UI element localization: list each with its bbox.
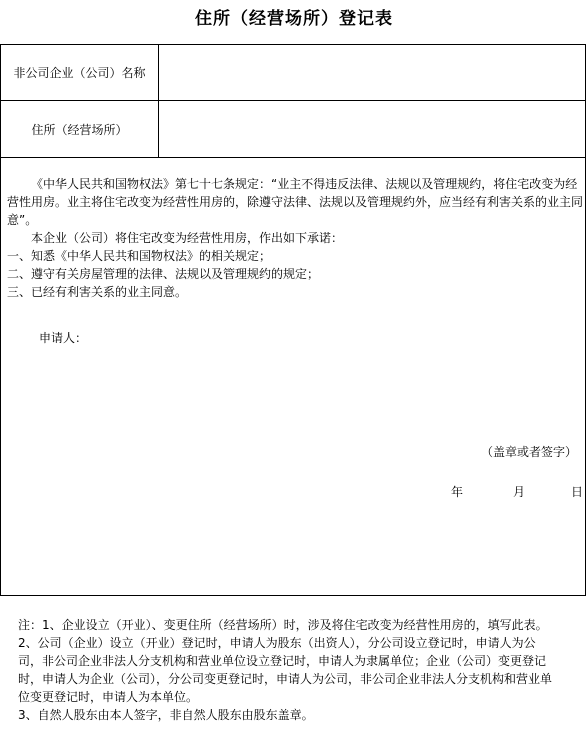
commitment-item-1: 一、知悉《中华人民共和国物权法》的相关规定； <box>7 249 272 263</box>
law-quote-paragraph: 《中华人民共和国物权法》第七十七条规定：“业主不得违反法律、法规以及管理规约，将住宅改变为经营性用房。业主将住宅改变为经营性用房的，除遵守法律、法规以及管理规约外，应当经有利害关系的业主同意”。 <box>7 177 584 227</box>
company-name-row <box>1 45 586 101</box>
date-month-label: 月 <box>513 485 526 499</box>
note-3: 3、自然人股东由本人签字，非自然人股东由股东盖章。 <box>18 708 314 722</box>
address-label: 住所（经营场所） <box>1 101 159 158</box>
date-year-label: 年 <box>451 485 464 499</box>
page-title: 住所（经营场所）登记表 <box>195 9 393 29</box>
address-row <box>1 101 586 158</box>
declaration-cell <box>1 158 586 596</box>
commitment-intro: 本企业（公司）将住宅改变为经营性用房，作出如下承诺： <box>31 231 344 245</box>
declaration-row <box>1 158 586 596</box>
registration-form <box>0 44 586 596</box>
note-1: 注：1、企业设立（开业）、变更住所（经营场所）时，涉及将住宅改变为经营性用房的，填写此表。 <box>18 618 548 632</box>
company-name-field[interactable] <box>159 45 586 101</box>
stamp-note: （盖章或者签字） <box>480 445 577 459</box>
date-day-label: 日 <box>571 485 584 499</box>
applicant-label: 申请人： <box>39 331 88 345</box>
commitment-item-2: 二、遵守有关房屋管理的法律、法规以及管理规约的规定； <box>7 267 320 281</box>
company-name-label: 非公司企业（公司）名称 <box>1 45 159 101</box>
address-field[interactable] <box>159 101 586 158</box>
declaration-text <box>7 175 583 301</box>
note-2: 2、公司（企业）设立（开业）登记时，申请人为股东（出资人），分公司设立登记时，申请人为公司，非公司企业非法人分支机构和营业单位设立登记时，申请人为隶属单位；企业（公司）变更登记时，申请人为企业（公司），分公司变更登记时，申请人为公司，非公司企业非法人分支机构和营业单位变更登记时，申请人为本单位。 <box>18 636 553 704</box>
commitment-item-3: 三、已经有利害关系的业主同意。 <box>7 285 188 299</box>
notes-section <box>18 616 558 724</box>
